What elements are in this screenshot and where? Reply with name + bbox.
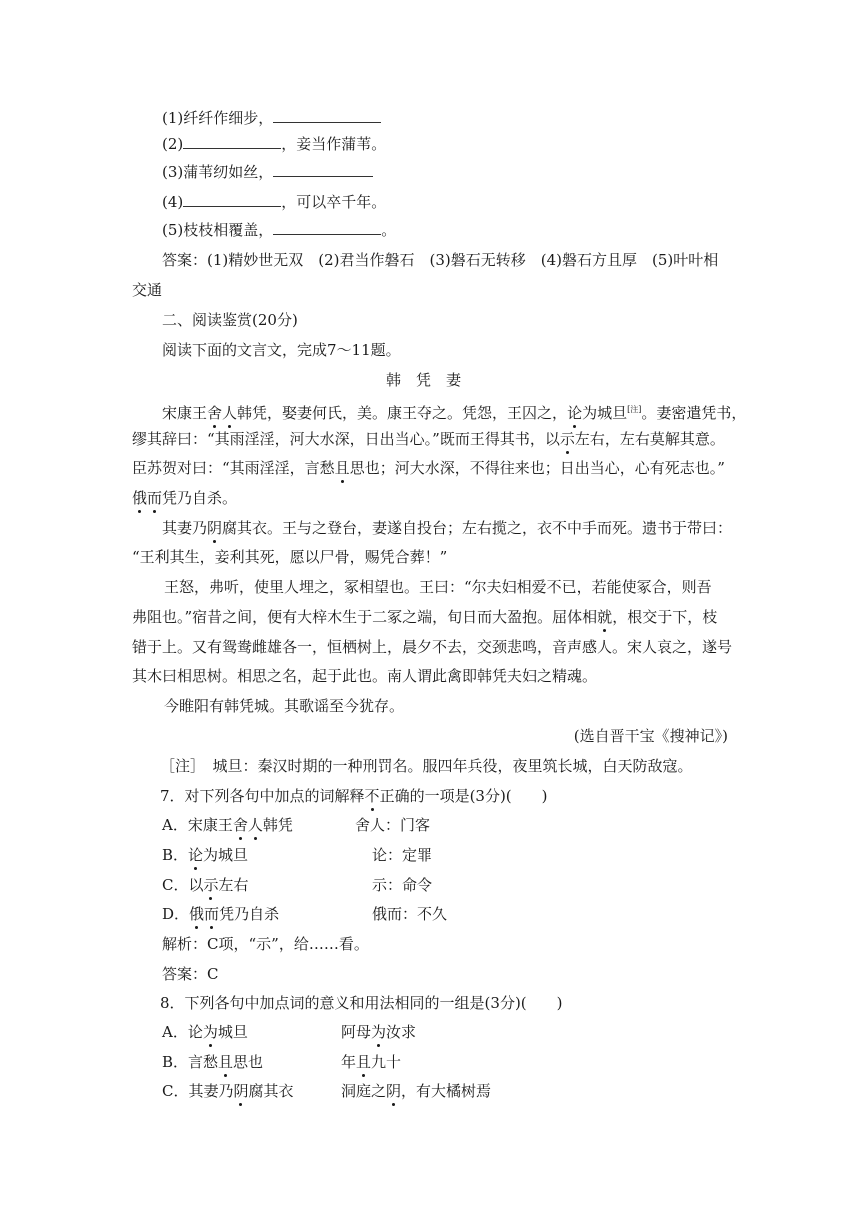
dotted-char: 舍 <box>207 404 223 422</box>
text: 左右，左右莫解其意。 <box>574 430 725 448</box>
text: A．论 <box>162 1023 203 1041</box>
answer-blank <box>183 134 281 149</box>
dotted-char: 且 <box>218 1053 234 1071</box>
text: 凭乃自杀。 <box>162 489 238 507</box>
p3-line-2 <box>132 607 717 627</box>
q7-option-b-gloss: 论：定罪 <box>372 846 433 864</box>
dotted-char: 人 <box>247 816 263 834</box>
q7-option-d-gloss: 俄而：不久 <box>372 905 448 923</box>
text: D． <box>162 905 190 923</box>
text: 。妻密遣凭书， <box>641 404 747 422</box>
text: 思也 <box>233 1053 264 1071</box>
dotted-char: 不 <box>364 787 380 805</box>
dotted-char: 俄 <box>132 489 148 507</box>
answer-line-1: 答案：(1)精妙世无双 (2)君当作磐石 (3)磐石无转移 (4)磐石方且厚 (5)叶叶相 <box>162 251 719 269</box>
text: 为城旦 <box>582 404 628 422</box>
text: B．言愁 <box>162 1053 219 1071</box>
fill-blank-prefix: (1)纤纤作细步， <box>162 109 274 127</box>
text: 左右 <box>218 876 249 894</box>
text: 臣苏贺对曰：“其雨淫淫，言愁 <box>132 459 335 477</box>
fill-blank-suffix: 。 <box>381 221 397 239</box>
p1-line-1 <box>162 400 746 423</box>
text: 韩凭，娶妻何氏，美。康王夺之。凭怨，王囚之， <box>237 404 568 422</box>
answer-line-2: 交通 <box>132 281 163 299</box>
text: ，有大橘树焉 <box>401 1082 492 1100</box>
fill-blank-4 <box>162 192 386 212</box>
p4-line: 今睢阳有韩凭城。其歌谣至今犹存。 <box>164 697 405 715</box>
p1-line-3 <box>132 458 725 478</box>
fill-blank-suffix: ，妾当作蒲苇。 <box>281 135 387 153</box>
text: 城旦 <box>217 1023 248 1041</box>
q8-option-a-left <box>162 1022 248 1042</box>
text: 腐其衣 <box>248 1082 294 1100</box>
dotted-char: 俄 <box>189 905 205 923</box>
dotted-char: 而 <box>204 905 220 923</box>
p3-line-4: 其木曰相思树。相思之名，起于此也。南人谓此禽即韩凭夫妇之精魂。 <box>132 667 598 685</box>
passage-title: 韩 凭 妻 <box>386 371 462 389</box>
text: 年 <box>341 1053 357 1071</box>
q7-option-c-gloss: 示：命令 <box>372 876 433 894</box>
answer-blank <box>273 108 381 123</box>
q7-option-a <box>162 815 293 835</box>
dotted-char: 人 <box>222 404 238 422</box>
text: 7．对下列各句中加点的词解释 <box>160 787 365 805</box>
instruction: 阅读下面的文言文，完成7～11题。 <box>162 341 401 359</box>
q7-option-b <box>162 845 248 865</box>
dotted-char: 示 <box>559 430 575 448</box>
q8-option-c-right <box>341 1081 491 1101</box>
q8-stem: 8．下列各句中加点词的意义和用法相同的一组是(3分)( ) <box>160 994 563 1012</box>
fill-blank-suffix: ，可以卒千年。 <box>281 193 387 211</box>
dotted-char: 论 <box>188 846 204 864</box>
text: 韩凭 <box>262 816 293 834</box>
q8-option-a-right <box>341 1022 416 1042</box>
dotted-char: 论 <box>567 404 583 422</box>
q8-option-b-right <box>341 1052 401 1072</box>
dotted-char: 而 <box>147 489 163 507</box>
answer-blank <box>183 192 281 207</box>
text: 为城旦 <box>203 846 249 864</box>
fill-blank-2 <box>162 134 386 154</box>
q7-analysis: 解析：C项，“示”，给……看。 <box>162 935 369 953</box>
text: 思也；河大水深，不得往来也；日出当心，心有死志也。” <box>349 459 725 477</box>
q7-option-c <box>162 875 249 895</box>
text: 洞庭之 <box>341 1082 387 1100</box>
p1-line-4 <box>132 488 237 508</box>
section-title: 二、阅读鉴赏(20分) <box>162 311 298 329</box>
text: 凭乃自杀 <box>219 905 280 923</box>
dotted-char: 就 <box>597 608 613 626</box>
answer-blank <box>273 220 381 235</box>
text: 腐其衣。王与之登台，妻遂自投台；左右揽之，衣不中手而死。遗书于带曰： <box>222 519 733 537</box>
footnote: ［注］ 城旦：秦汉时期的一种刑罚名。服四年兵役，夜里筑长城，白天防敌寇。 <box>160 757 693 775</box>
text: ，根交于下，枝 <box>612 608 718 626</box>
text: C．以 <box>162 876 204 894</box>
fill-blank-3 <box>162 162 373 182</box>
text: 阿母 <box>341 1023 372 1041</box>
answer-blank <box>273 162 373 177</box>
dotted-char: 且 <box>334 459 350 477</box>
dotted-char: 示 <box>203 876 219 894</box>
q8-option-c-left <box>162 1081 294 1101</box>
source-citation: (选自晋干宝《搜神记》) <box>573 727 728 745</box>
dotted-char: 舍 <box>232 816 248 834</box>
dotted-char: 阴 <box>386 1082 402 1100</box>
dotted-char: 阴 <box>207 519 223 537</box>
q7-answer: 答案：C <box>162 965 219 983</box>
q7-option-a-gloss: 舍人：门客 <box>355 816 431 834</box>
text: 弗阻也。”宿昔之间，便有大梓木生于二冢之端，旬日而大盈抱。屈体相 <box>132 608 598 626</box>
text: 宋康王 <box>162 404 208 422</box>
text: B． <box>162 846 189 864</box>
text: 其妻乃 <box>162 519 208 537</box>
fill-blank-prefix: (5)枝枝相覆盖， <box>162 221 274 239</box>
text: 正确的一项是(3分)( ) <box>379 787 548 805</box>
p2-line-1 <box>162 518 732 538</box>
fill-blank-prefix: (2) <box>162 135 184 153</box>
fill-blank-1 <box>162 108 381 128</box>
text: 汝求 <box>386 1023 417 1041</box>
q7-option-d <box>162 904 279 924</box>
p3-line-3: 错于上。又有鸳鸯雌雄各一，恒栖树上，晨夕不去，交颈悲鸣，音声感人。宋人哀之，遂号 <box>132 638 733 656</box>
dotted-char: 阴 <box>233 1082 249 1100</box>
p1-line-2 <box>132 429 725 449</box>
dotted-char: 且 <box>356 1053 372 1071</box>
dotted-char: 为 <box>202 1023 218 1041</box>
footnote-marker: [注] <box>627 405 642 414</box>
q7-stem <box>160 786 548 806</box>
text: C．其妻乃 <box>162 1082 234 1100</box>
fill-blank-prefix: (4) <box>162 193 184 211</box>
fill-blank-5 <box>162 220 396 240</box>
p3-line-1: 王怒，弗听，使里人埋之，冢相望也。王曰：“尔夫妇相爱不已，若能使冢合，则吾 <box>164 578 712 596</box>
fill-blank-prefix: (3)蒲苇纫如丝， <box>162 163 274 181</box>
p2-line-2: “王利其生，妾利其死，愿以尸骨，赐凭合葬！” <box>132 548 448 566</box>
dotted-char: 为 <box>371 1023 387 1041</box>
text: 缪其辞曰：“其雨淫淫，河大水深，日出当心。”既而王得其书，以 <box>132 430 560 448</box>
text: A．宋康王 <box>162 816 233 834</box>
text: 九十 <box>371 1053 402 1071</box>
q8-option-b-left <box>162 1052 263 1072</box>
